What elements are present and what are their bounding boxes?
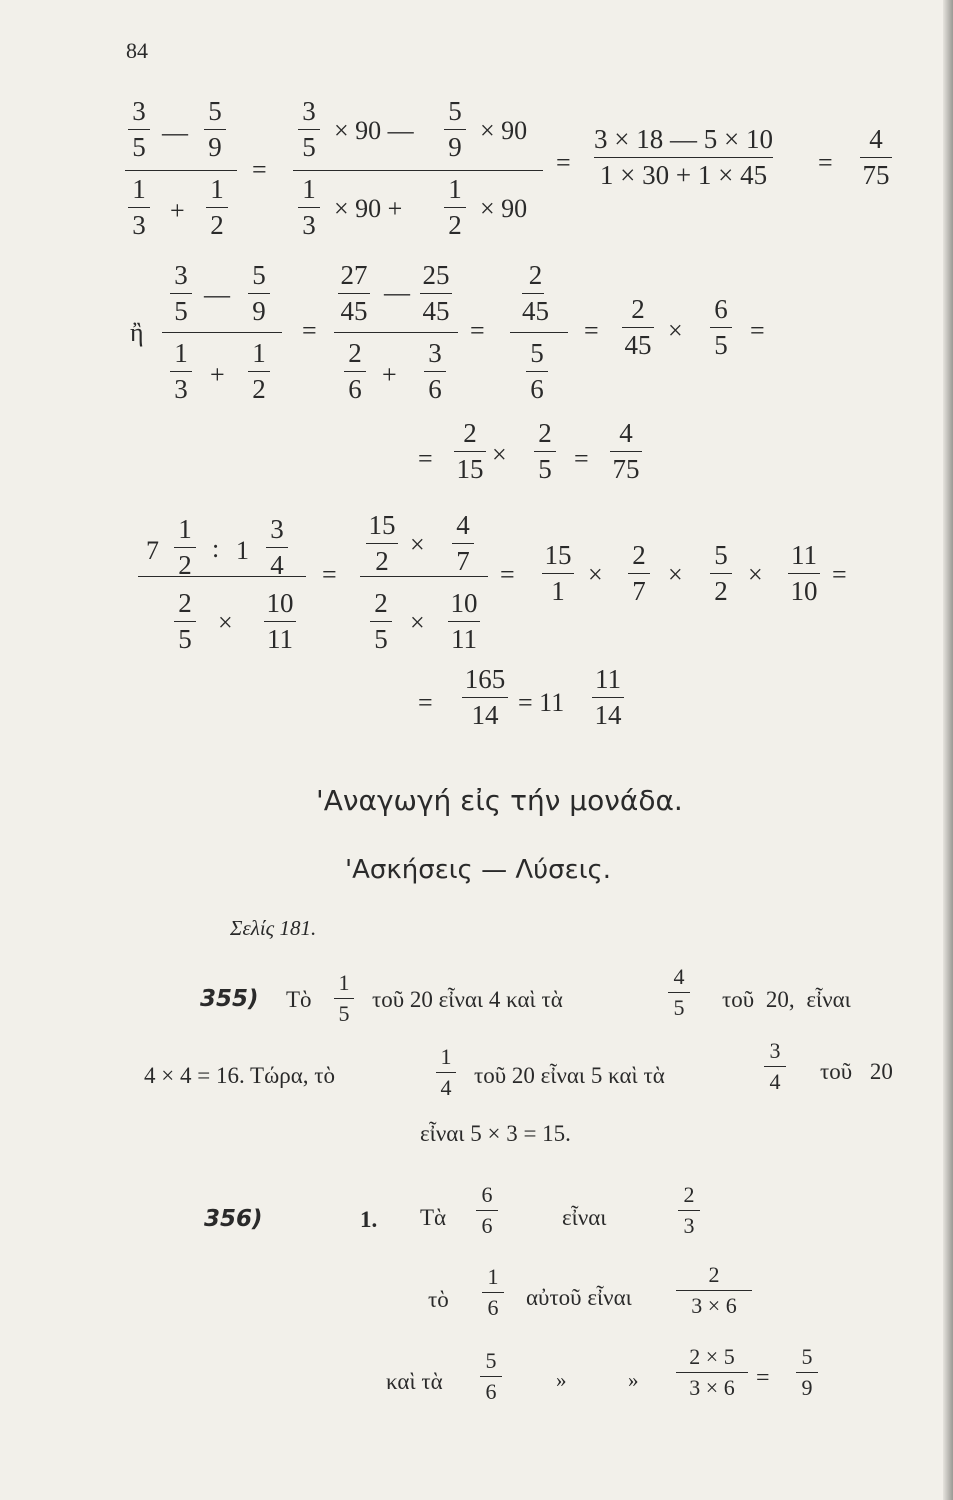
page-edge-shadow	[943, 0, 953, 1500]
page-number: 84	[126, 38, 148, 63]
book-page: 84 3 5 — 5 9 1 3 + 1 2 = 3 5 × 90 — 5 9 × 90 1 3 × 90 + 1 2 × 90 = 3 × 18 — 5 × 10 1 × 30 + 1 × 45 = 4 75 ἢ 3 5 — 5 9 1 3 + 1 2 = 27 45 — 25 45 2 6 + 3 6 = 2 45 5 6 = 2 45 × 6 5 = = 2 15 × 2 5 = 4 75 7 1 2 : 1 3 4 2 5 × 10 11 = 15 2 × 4 7 2 5 × 10 11 = 15 1 × 2 7 × 5 2 × 11 10 = = 165 14 = 11 11 14 'Αναγωγή εἰς τήν μονάδα. 'Ασκήσεις — Λύσεις. Σελίς 181. 355) Τὸ 1 5 τοῦ 20 εἶναι 4 καὶ τὰ 4 5 τοῦ 20, εἶναι 4 × 4 = 16. Τώρα, τὸ 1 4 τοῦ 20 εἶναι 5 καὶ τὰ 3 4 τοῦ 20 εἶναι 5 × 3 = 15. 356) 1. Τὰ 6 6 εἶναι 2 3 τὸ 1 6 αὐτοῦ εἶναι 2 3 × 6 καὶ τὰ 5 6 » » 2 × 5 3 × 6 = 5 9	[0, 0, 953, 1500]
exercise-355-label: 355)	[200, 986, 259, 1012]
result-4-75: 4 75	[860, 126, 892, 189]
exercises-heading: 'Ασκήσεις — Λύσεις.	[345, 855, 612, 885]
page-reference: Σελίς 181.	[230, 916, 317, 940]
exercise-356-label: 356)	[204, 1206, 263, 1232]
fraction-expanded: 3 × 18 — 5 × 10 1 × 30 + 1 × 45	[594, 124, 773, 190]
section-heading: 'Αναγωγή εἰς τήν μονάδα.	[316, 784, 683, 817]
